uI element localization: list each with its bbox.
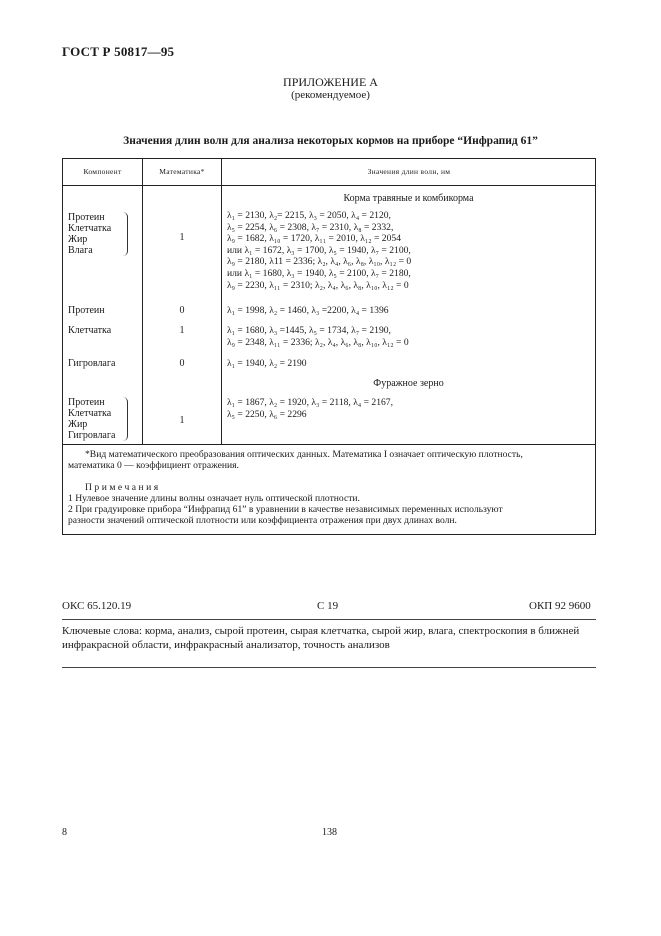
note-2-line: 2 При градуировке прибора “Инфрапид 61” в уравнении в качестве независимых переменных используют (68, 504, 503, 515)
group1-brace (123, 212, 128, 256)
row-fiber-math: 1 (179, 325, 185, 336)
group2-brace (123, 397, 128, 441)
standard-header: ГОСТ Р 50817—95 (62, 44, 175, 59)
header-math: Математика* (159, 167, 205, 176)
value-line: или λ₁ = 1672, λ₃ = 1700, λ₅ = 1940, λ₇ = 2100, (227, 244, 411, 256)
footer-rule-top (62, 619, 596, 620)
value-line: λ₉ = 1682, λ₁₀ = 1720, λ₁₁ = 2010, λ₁₂ = 2054 (227, 233, 401, 245)
footnote-divider (63, 444, 595, 445)
row-protein-math: 0 (179, 305, 185, 316)
row-fiber-values (227, 325, 409, 348)
annex-subtitle: (рекомендуемое) (291, 89, 370, 101)
note-2-line: разности значений оптической плотности или коэффициента отражения при двух длинах волн. (68, 515, 457, 526)
group1-values (227, 210, 411, 291)
notes-heading: Примечания (85, 482, 161, 493)
column-divider-1 (142, 159, 143, 444)
group1-math: 1 (179, 232, 185, 243)
row-fiber-component: Клетчатка (68, 325, 112, 336)
c-code: С 19 (317, 600, 339, 612)
value-line: λ₉ = 2180, λ11 = 2336; λ₂, λ₄, λ₆, λ₈, λ₁₀, λ₁₂ = 0 (227, 256, 412, 268)
group2-values (227, 397, 393, 420)
header-divider (63, 185, 595, 186)
component-moisture: Влага (68, 245, 93, 256)
value-line: или λ₁ = 1680, λ₃ = 1940, λ₅ = 2100, λ₇ = 2180, (227, 267, 411, 279)
value-line: λ₅ = 2254, λ₆ = 2308, λ₇ = 2310, λ₈ = 2332, (227, 221, 394, 233)
component-fat: Жир (68, 234, 88, 245)
footer-rule-bottom (62, 667, 596, 668)
value-line: λ₉ = 2348, λ₁₁ = 2336; λ₂, λ₄, λ₆, λ₈, λ₁₀, λ₁₂ = 0 (227, 336, 409, 348)
section-feed-grain: Фуражное зерно (373, 378, 444, 389)
value-line: λ₁ = 2130, λ₂= 2215, λ₃ = 2050, λ₄ = 2120, (227, 210, 391, 221)
value-line: λ₁ = 1867, λ₂ = 1920, λ₃ = 2118, λ₄ = 2167, (227, 397, 393, 408)
footnote-line: *Вид математического преобразования оптических данных. Математика I означает оптическую плотность, (85, 449, 523, 460)
group2-components (68, 397, 115, 441)
component-fiber: Клетчатка (68, 223, 112, 234)
footnote-line: математика 0 — коэффициент отражения. (68, 460, 239, 471)
header-component: Компонент (83, 167, 122, 176)
page-number-left: 8 (62, 827, 67, 838)
component-hygromoisture: Гигровлага (68, 430, 116, 441)
header-values: Значения длин волн, нм (367, 167, 451, 176)
oks-code: ОКС 65.120.19 (62, 600, 132, 612)
annex-heading (0, 76, 661, 102)
group2-math: 1 (179, 415, 185, 426)
wavelength-table (62, 158, 596, 535)
row-hygromoisture-value: λ₁ = 1940, λ₂ = 2190 (227, 358, 307, 369)
value-line: λ₅ = 2250, λ₆ = 2296 (227, 408, 307, 420)
okp-code: ОКП 92 9600 (529, 600, 591, 612)
page-number-center: 138 (322, 827, 337, 838)
annex-title: ПРИЛОЖЕНИЕ А (283, 75, 378, 89)
component-protein: Протеин (68, 397, 105, 408)
row-protein-value: λ₁ = 1998, λ₂ = 1460, λ₃ =2200, λ₄ = 1396 (227, 305, 389, 316)
keywords: Ключевые слова: корма, анализ, сырой протеин, сырая клетчатка, сырой жир, влага, спектроскопия в ближней инфракрасной области, инфракрасный анализатор, точность анализов (62, 625, 580, 651)
table-title: Значения длин волн для анализа некоторых кормов на приборе “Инфрапид 61” (123, 135, 538, 147)
group1-components (68, 212, 111, 256)
component-fat: Жир (68, 419, 88, 430)
component-fiber: Клетчатка (68, 408, 112, 419)
value-line: λ₁ = 1680, λ₃ =1445, λ₅ = 1734, λ₇ = 2190, (227, 325, 391, 336)
row-hygromoisture-math: 0 (179, 358, 185, 369)
row-protein-component: Протеин (68, 305, 105, 316)
value-line: λ₉ = 2230, λ₁₁ = 2310; λ₂, λ₄, λ₆, λ₈, λ₁₀, λ₁₂ = 0 (227, 279, 409, 291)
table-notes (68, 482, 589, 526)
note-1: 1 Нулевое значение длины волны означает нуль оптической плотности. (68, 493, 360, 504)
component-protein: Протеин (68, 212, 105, 223)
row-hygromoisture-component: Гигровлага (68, 358, 116, 369)
section-grass-feed: Корма травяные и комбикорма (343, 193, 474, 204)
table-footnote (68, 449, 589, 471)
